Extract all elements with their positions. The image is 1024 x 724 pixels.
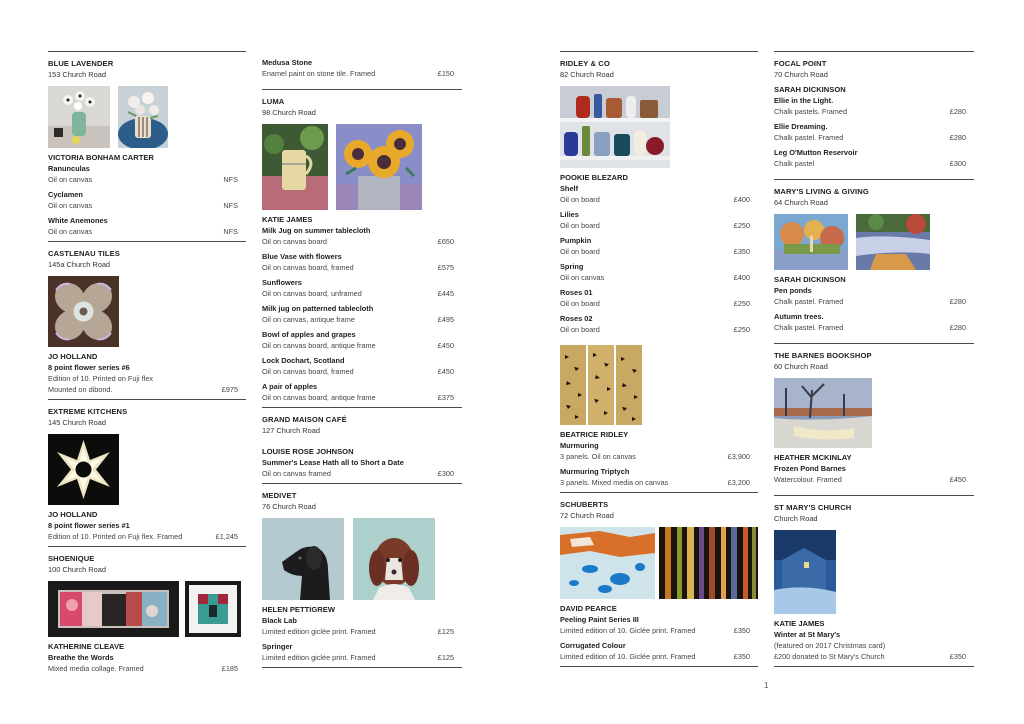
artwork-entry bbox=[262, 329, 462, 351]
artwork-price: NFS bbox=[223, 175, 238, 184]
artwork-image-frozen-pond bbox=[774, 378, 872, 448]
venue-name: SCHUBERTS bbox=[560, 500, 609, 509]
artwork-medium: Oil on canvas, antique frame bbox=[262, 315, 355, 324]
artwork-price: £280 bbox=[949, 107, 966, 116]
artist-name: VICTORIA BONHAM CARTER bbox=[48, 153, 154, 162]
divider bbox=[560, 666, 758, 667]
artwork-image-milk-jug bbox=[262, 124, 328, 210]
artwork-title: Spring bbox=[560, 262, 584, 271]
artwork-entry bbox=[262, 641, 462, 663]
artwork-title: Frozen Pond Barnes bbox=[774, 464, 846, 473]
artwork-medium: Mixed media collage. Framed bbox=[48, 664, 144, 673]
artwork-image-white-flowers bbox=[118, 86, 168, 148]
venue-extreme-kitchens bbox=[48, 399, 246, 542]
artwork-entry bbox=[48, 189, 246, 211]
artwork-medium: Oil on canvas bbox=[48, 201, 93, 210]
artist-name: BEATRICE RIDLEY bbox=[560, 430, 629, 439]
artwork-medium: Oil on canvas board bbox=[262, 237, 327, 246]
artist-name: KATHERINE CLEAVE bbox=[48, 642, 125, 651]
artwork-title: Springer bbox=[262, 642, 293, 651]
page-number: 1 bbox=[764, 681, 769, 690]
artwork-entry bbox=[262, 225, 462, 247]
artwork-image-peeling-paint bbox=[560, 527, 655, 599]
artwork-entry bbox=[560, 313, 758, 335]
artwork-medium: Oil on canvas bbox=[48, 227, 93, 236]
artwork-image-pen-ponds bbox=[774, 214, 848, 270]
artwork-price: £350 bbox=[733, 247, 750, 256]
artwork-entry bbox=[560, 209, 758, 231]
artwork-title: Leg O'Mutton Reservoir bbox=[774, 148, 858, 157]
artwork-title: Milk jug on patterned tablecloth bbox=[262, 304, 374, 313]
artwork-title: Ellie Dreaming. bbox=[774, 122, 828, 131]
artwork-price: £650 bbox=[437, 237, 454, 246]
artwork-title: Roses 02 bbox=[560, 314, 593, 323]
venue-name: CASTLENAU TILES bbox=[48, 249, 120, 258]
artwork-title: Bowl of apples and grapes bbox=[262, 330, 356, 339]
artwork-title: 8 point flower series #1 bbox=[48, 521, 130, 530]
artwork-entry bbox=[774, 285, 974, 307]
venue-address: 145 Church Road bbox=[48, 418, 106, 427]
artwork-medium: Limited edition of 10. Giclée print. Framed bbox=[560, 652, 696, 661]
artwork-price: £350 bbox=[949, 652, 966, 661]
artwork-price: £250 bbox=[733, 325, 750, 334]
artwork-medium: Limited edition giclée print. Framed bbox=[262, 653, 376, 662]
venue-address: 145a Church Road bbox=[48, 260, 111, 269]
artwork-title: Breathe the Words bbox=[48, 653, 114, 662]
artwork-entry bbox=[560, 614, 758, 636]
artwork-title: Cyclamen bbox=[48, 190, 83, 199]
artwork-medium: Oil on canvas bbox=[48, 175, 93, 184]
artwork-image-corrugated-colour bbox=[659, 527, 758, 599]
artwork-price: NFS bbox=[223, 201, 238, 210]
venue-name: LUMA bbox=[262, 97, 285, 106]
artwork-title: 8 point flower series #6 bbox=[48, 363, 130, 372]
venue-ridley-and-co bbox=[560, 51, 758, 488]
artwork-image-collage-square bbox=[185, 581, 241, 637]
artwork-entry bbox=[48, 163, 246, 185]
artwork-medium: Oil on board bbox=[560, 325, 600, 334]
venue-focal-point bbox=[774, 51, 974, 169]
artwork-entry bbox=[48, 362, 246, 395]
venue-address: 82 Church Road bbox=[560, 70, 614, 79]
artwork-title: Murmuring Triptych bbox=[560, 467, 630, 476]
artist-name: JO HOLLAND bbox=[48, 352, 98, 361]
artist-name: LOUISE ROSE JOHNSON bbox=[262, 447, 354, 456]
artwork-title: Ranunculas bbox=[48, 164, 90, 173]
artist-name: KATIE JAMES bbox=[774, 619, 825, 628]
venue-name: BLUE LAVENDER bbox=[48, 59, 114, 68]
artwork-title: A pair of apples bbox=[262, 382, 318, 391]
artwork-entry bbox=[48, 520, 246, 542]
artwork-image-autumn-trees bbox=[856, 214, 930, 270]
artwork-medium: Edition of 10. Printed on Fuji flex. Framed bbox=[48, 532, 183, 541]
artist-name: SARAH DICKINSON bbox=[774, 85, 846, 94]
artwork-medium: Oil on board bbox=[560, 299, 600, 308]
artwork-price: £3,900 bbox=[727, 452, 750, 461]
artwork-image-kaleidoscope-black bbox=[48, 434, 119, 505]
artwork-entry bbox=[774, 629, 974, 662]
artwork-title: Murmuring bbox=[560, 441, 599, 450]
artwork-medium: Oil on canvas board, unframed bbox=[262, 289, 362, 298]
artwork-price: £250 bbox=[733, 221, 750, 230]
artwork-medium: Oil on canvas board, antique frame bbox=[262, 393, 376, 402]
venue-name: ST MARY'S CHURCH bbox=[774, 503, 852, 512]
artwork-medium: Chalk pastel. Framed bbox=[774, 323, 844, 332]
artwork-entry bbox=[262, 277, 462, 299]
artwork-title: Lock Dochart, Scotland bbox=[262, 356, 345, 365]
column-1 bbox=[48, 51, 246, 678]
venue-the-barnes-bookshop bbox=[774, 343, 974, 485]
artwork-image-black-lab bbox=[262, 518, 344, 600]
artwork-medium: Oil on canvas board, framed bbox=[262, 263, 354, 272]
venue-address: 60 Church Road bbox=[774, 362, 828, 371]
venue-blue-lavender bbox=[48, 51, 246, 237]
divider bbox=[774, 666, 974, 667]
artwork-medium: Limited edition of 10. Giclée print. Framed bbox=[560, 626, 696, 635]
artwork-entry bbox=[560, 235, 758, 257]
column-2 bbox=[262, 57, 462, 668]
artwork-image-shelf-of-vases bbox=[560, 86, 670, 168]
artwork-medium: Watercolour. Framed bbox=[774, 475, 842, 484]
artwork-medium: 3 panels. Mixed media on canvas bbox=[560, 478, 669, 487]
artwork-price: £400 bbox=[733, 195, 750, 204]
artwork-entry bbox=[48, 652, 246, 674]
artist-name: DAVID PEARCE bbox=[560, 604, 617, 613]
venue-shoenique bbox=[48, 546, 246, 674]
artwork-price: £400 bbox=[733, 273, 750, 282]
venue-castlenau-tiles bbox=[48, 241, 246, 395]
artwork-entry bbox=[262, 457, 462, 479]
artwork-price: £450 bbox=[949, 475, 966, 484]
venue-address: 127 Church Road bbox=[262, 426, 320, 435]
artwork-entry-continued bbox=[262, 57, 462, 79]
artist-name: HEATHER MCKINLAY bbox=[774, 453, 852, 462]
artwork-price: £975 bbox=[221, 385, 238, 394]
artwork-entry bbox=[262, 303, 462, 325]
artwork-image-st-marys-winter bbox=[774, 530, 836, 614]
venue-medivet bbox=[262, 483, 462, 663]
artwork-medium: Oil on canvas framed bbox=[262, 469, 331, 478]
venue-address: 76 Church Road bbox=[262, 502, 316, 511]
artwork-title: Peeling Paint Series III bbox=[560, 615, 639, 624]
artwork-medium: 3 panels. Oil on canvas bbox=[560, 452, 636, 461]
venue-marys-living-and-giving bbox=[774, 179, 974, 333]
artwork-entry bbox=[262, 355, 462, 377]
artwork-price: £450 bbox=[437, 341, 454, 350]
artwork-price: £445 bbox=[437, 289, 454, 298]
artwork-entry bbox=[774, 147, 974, 169]
artwork-medium: Enamel paint on stone tile. Framed bbox=[262, 69, 376, 78]
artwork-price: £575 bbox=[437, 263, 454, 272]
artwork-title: Roses 01 bbox=[560, 288, 593, 297]
artwork-title: Pen ponds bbox=[774, 286, 812, 295]
artwork-title: Corrugated Colour bbox=[560, 641, 626, 650]
artwork-title: Shelf bbox=[560, 184, 579, 193]
artwork-medium: Chalk pastel. Framed bbox=[774, 297, 844, 306]
artwork-title: Pumpkin bbox=[560, 236, 592, 245]
artwork-medium: (featured on 2017 Christmas card) bbox=[774, 641, 886, 650]
venue-address: 98 Church Road bbox=[262, 108, 316, 117]
artwork-price: £280 bbox=[949, 297, 966, 306]
venue-st-marys-church bbox=[774, 495, 974, 662]
artwork-price: £250 bbox=[733, 299, 750, 308]
artwork-price: £185 bbox=[221, 664, 238, 673]
artwork-image-collage-wide bbox=[48, 581, 179, 637]
artwork-price: £280 bbox=[949, 133, 966, 142]
venue-name: RIDLEY & CO bbox=[560, 59, 610, 68]
divider bbox=[262, 667, 462, 668]
artwork-title: Milk Jug on summer tablecloth bbox=[262, 226, 371, 235]
artwork-image-murmuring-triptych bbox=[560, 345, 642, 425]
venue-address: 64 Church Road bbox=[774, 198, 828, 207]
artwork-title: Summer's Lease Hath all to Short a Date bbox=[262, 458, 404, 467]
artwork-entry bbox=[560, 440, 758, 462]
artwork-medium: Oil on board bbox=[560, 247, 600, 256]
artwork-price: NFS bbox=[223, 227, 238, 236]
artwork-title: Winter at St Mary's bbox=[774, 630, 841, 639]
artwork-price: £300 bbox=[949, 159, 966, 168]
artwork-title: White Anemones bbox=[48, 216, 108, 225]
artwork-entry bbox=[774, 463, 974, 485]
artwork-price: £150 bbox=[437, 69, 454, 78]
venue-address: 100 Church Road bbox=[48, 565, 106, 574]
artwork-medium-line-2: £200 donated to St Mary's Church bbox=[774, 652, 885, 661]
artwork-entry bbox=[262, 251, 462, 273]
artwork-price: £375 bbox=[437, 393, 454, 402]
artwork-entry bbox=[774, 95, 974, 117]
artwork-entry bbox=[262, 615, 462, 637]
artwork-medium: Oil on canvas board, antique frame bbox=[262, 341, 376, 350]
artist-name: SARAH DICKINSON bbox=[774, 275, 846, 284]
artwork-price: £300 bbox=[437, 469, 454, 478]
artwork-medium: Chalk pastel. Framed bbox=[774, 133, 844, 142]
venue-schuberts bbox=[560, 492, 758, 662]
venue-luma bbox=[262, 89, 462, 403]
artwork-medium: Oil on canvas board, framed bbox=[262, 367, 354, 376]
artwork-medium: Oil on board bbox=[560, 221, 600, 230]
artwork-entry bbox=[48, 215, 246, 237]
artwork-entry bbox=[774, 311, 974, 333]
artwork-medium: Chalk pastels. Framed bbox=[774, 107, 847, 116]
artwork-image-springer-spaniel bbox=[353, 518, 435, 600]
artwork-title: Medusa Stone bbox=[262, 58, 313, 67]
artwork-entry bbox=[560, 466, 758, 488]
artwork-price: £450 bbox=[437, 367, 454, 376]
artwork-medium: Chalk pastel bbox=[774, 159, 815, 168]
artwork-title: Sunflowers bbox=[262, 278, 302, 287]
artwork-title: Autumn trees. bbox=[774, 312, 824, 321]
artwork-medium: Oil on board bbox=[560, 195, 600, 204]
artwork-price: £280 bbox=[949, 323, 966, 332]
artwork-title: Lilies bbox=[560, 210, 579, 219]
artwork-title: Blue Vase with flowers bbox=[262, 252, 342, 261]
artwork-price: £3,200 bbox=[727, 478, 750, 487]
artwork-medium: Edition of 10. Printed on Fuji flex bbox=[48, 374, 154, 383]
artwork-title: Ellie in the Light. bbox=[774, 96, 834, 105]
artist-name: KATIE JAMES bbox=[262, 215, 313, 224]
venue-address: Church Road bbox=[774, 514, 818, 523]
artwork-entry bbox=[262, 381, 462, 403]
artwork-image-anemones bbox=[48, 86, 110, 148]
venue-address: 70 Church Road bbox=[774, 70, 828, 79]
artwork-entry bbox=[560, 183, 758, 205]
artwork-price: £125 bbox=[437, 653, 454, 662]
venue-address: 72 Church Road bbox=[560, 511, 614, 520]
artwork-entry bbox=[560, 261, 758, 283]
venue-name: THE BARNES BOOKSHOP bbox=[774, 351, 872, 360]
artwork-price: £495 bbox=[437, 315, 454, 324]
venue-name: FOCAL POINT bbox=[774, 59, 827, 68]
artwork-medium: Oil on canvas bbox=[560, 273, 605, 282]
artwork-entry bbox=[774, 121, 974, 143]
artist-name: HELEN PETTIGREW bbox=[262, 605, 335, 614]
artwork-title: Black Lab bbox=[262, 616, 297, 625]
artwork-entry bbox=[560, 640, 758, 662]
artist-name: POOKIE BLEZARD bbox=[560, 173, 628, 182]
venue-name: MEDIVET bbox=[262, 491, 297, 500]
artwork-entry bbox=[560, 287, 758, 309]
artwork-price: £350 bbox=[733, 626, 750, 635]
venue-address: 153 Church Road bbox=[48, 70, 106, 79]
artwork-image-kaleidoscope-brown bbox=[48, 276, 119, 347]
venue-name: SHOENIQUE bbox=[48, 554, 95, 563]
artist-name: JO HOLLAND bbox=[48, 510, 98, 519]
artwork-image-sunflowers bbox=[336, 124, 422, 210]
artwork-medium-line-2: Mounted on dibond. bbox=[48, 385, 113, 394]
column-3 bbox=[560, 51, 758, 667]
artwork-price: £125 bbox=[437, 627, 454, 636]
venue-name: EXTREME KITCHENS bbox=[48, 407, 128, 416]
venue-name: MARY'S LIVING & GIVING bbox=[774, 187, 869, 196]
column-4 bbox=[774, 51, 974, 667]
venue-grand-maison-cafe bbox=[262, 407, 462, 479]
artwork-medium: Limited edition giclée print. Framed bbox=[262, 627, 376, 636]
artwork-price: £350 bbox=[733, 652, 750, 661]
venue-name: GRAND MAISON CAFÉ bbox=[262, 415, 347, 424]
artwork-price: £1,245 bbox=[215, 532, 238, 541]
